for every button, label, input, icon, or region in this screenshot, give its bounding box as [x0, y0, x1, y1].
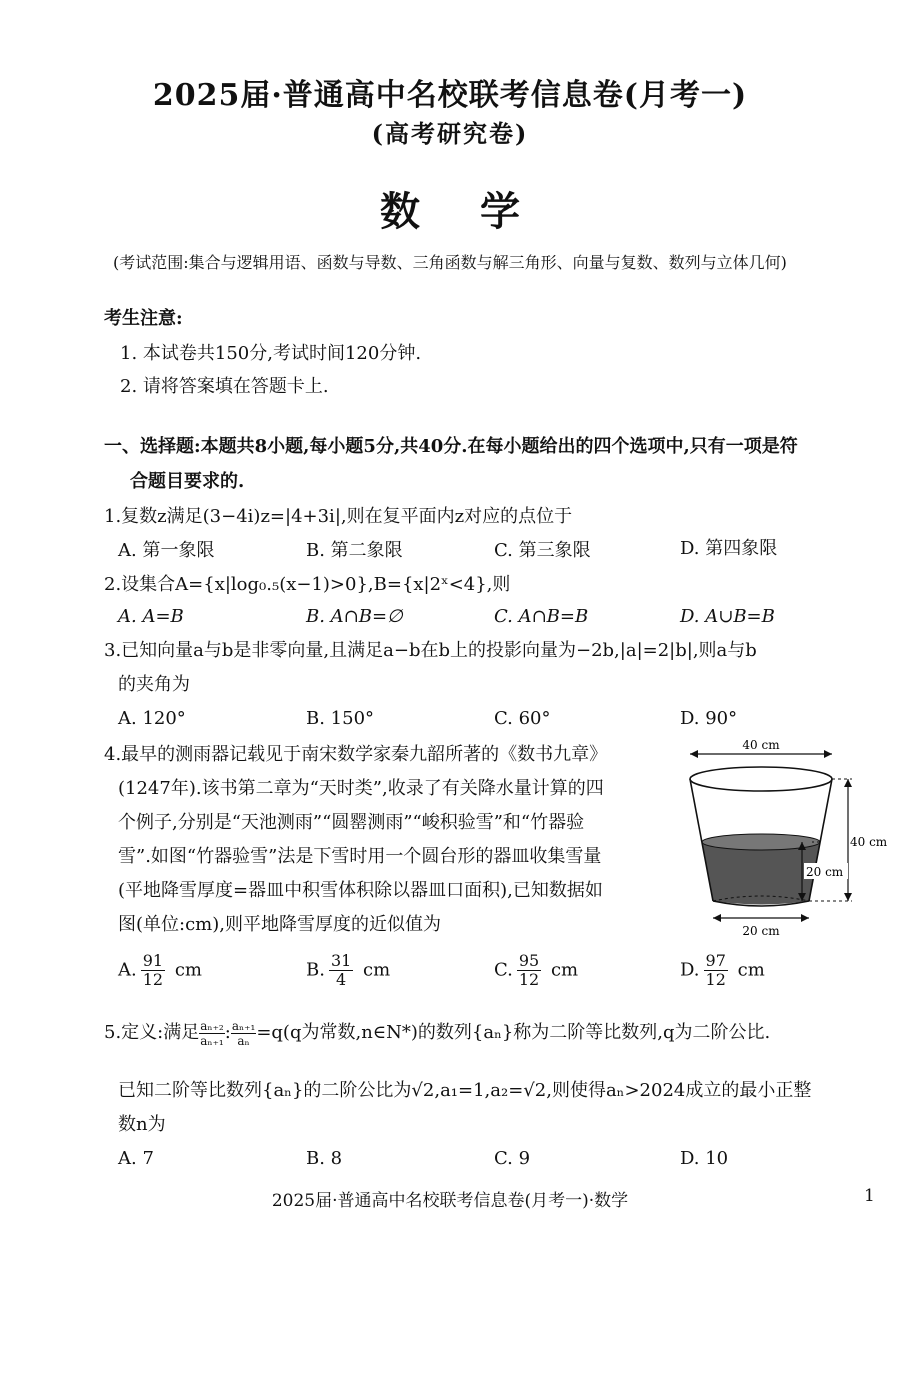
- q3-stem-line2: 的夹角为: [118, 674, 190, 695]
- q4-option-c: C. $\frac{95}{12}$ cm: [494, 951, 579, 989]
- q1-option-b: B. 第二象限: [306, 540, 403, 561]
- q4-stem-line1: 4.最早的测雨器记载见于南宋数学家秦九韶所著的《数书九章》: [104, 744, 608, 765]
- q4-option-b: B. $\frac{31}{4}$ cm: [306, 951, 391, 989]
- exam-scope: (考试范围:集合与逻辑用语、函数与导数、三角函数与解三角形、向量与复数、数列与立体几何): [113, 253, 787, 272]
- q5-option-c: C. 9: [494, 1148, 531, 1169]
- bottom-diameter-label: 20 cm: [742, 924, 780, 938]
- q5-stem-line3: 数n为: [118, 1114, 166, 1135]
- q1-option-a: A. 第一象限: [118, 540, 215, 561]
- q3-option-b: B. 150°: [306, 708, 375, 729]
- q2-option-c: C. A∩B=B: [494, 606, 589, 627]
- page-footer: 2025届·普通高中名校联考信息卷(月考一)·数学: [271, 1191, 629, 1211]
- q4-stem-line2: (1247年).该书第二章为“天时类”,收录了有关降水量计算的四: [118, 778, 604, 799]
- q4-stem-line6: 图(单位:cm),则平地降雪厚度的近似值为: [118, 914, 441, 935]
- q3-option-d: D. 90°: [680, 708, 738, 729]
- height-label: 40 cm: [850, 835, 888, 849]
- q3-option-a: A. 120°: [118, 708, 186, 729]
- q2-option-a: A. A=B: [118, 606, 184, 627]
- q5-option-a: A. 7: [118, 1148, 154, 1169]
- snow-depth-label: 20 cm: [806, 865, 844, 879]
- q4-option-a: A. $\frac{91}{12}$ cm: [118, 951, 202, 989]
- exam-subtitle: (高考研究卷): [371, 119, 529, 148]
- q1-stem: 1.复数z满足(3−4i)z=|4+3i|,则在复平面内z对应的点位于: [104, 506, 573, 527]
- exam-title: 2025届·普通高中名校联考信息卷(月考一): [152, 78, 748, 113]
- notice-heading: 考生注意:: [104, 308, 183, 329]
- q5-option-d: D. 10: [680, 1148, 729, 1169]
- q5-stem-line1: 5.定义:满足 $\frac{\text{aₙ₊₂}}{\text{aₙ₊₁}}$ : $\frac{\text{aₙ₊₁}}{\text{aₙ}}$ =q(q为常数,n∈N*)的数列{aₙ}称为二阶等比数列,q为二阶公比.: [104, 1018, 771, 1048]
- page-number: 1: [864, 1186, 875, 1206]
- notice-item-1: 1. 本试卷共150分,考试时间120分钟.: [120, 343, 422, 364]
- q2-option-d: D. A∪B=B: [680, 606, 775, 627]
- top-diameter-label: 40 cm: [742, 738, 780, 752]
- q2-stem: 2.设集合A={x|log₀.₅(x−1)>0},B={x|2ˣ<4},则: [104, 574, 511, 595]
- q3-option-c: C. 60°: [494, 708, 551, 729]
- q2-option-b: B. A∩B=∅: [306, 606, 403, 627]
- subject-title: 数学: [380, 188, 580, 235]
- q1-option-d: D. 第四象限: [680, 538, 778, 559]
- section-heading-line1: 一、选择题:本题共8小题,每小题5分,共40分.在每小题给出的四个选项中,只有一项是符: [104, 436, 798, 457]
- section-heading-line2: 合题目要求的.: [130, 471, 245, 492]
- q4-stem-line3: 个例子,分别是“天池测雨”“圆罂测雨”“峻积验雪”和“竹器验: [118, 812, 585, 833]
- q4-option-d: D. $\frac{97}{12}$ cm: [680, 951, 765, 989]
- q4-stem-line4: 雪”.如图“竹器验雪”法是下雪时用一个圆台形的器皿收集雪量: [118, 846, 602, 867]
- q5-option-b: B. 8: [306, 1148, 343, 1169]
- q5-stem-line2: 已知二阶等比数列{aₙ}的二阶公比为√2,a₁=1,a₂=√2,则使得aₙ>2024成立的最小正整: [118, 1080, 812, 1101]
- notice-item-2: 2. 请将答案填在答题卡上.: [120, 376, 329, 397]
- q1-option-c: C. 第三象限: [494, 540, 591, 561]
- frustum-bucket-figure: [680, 736, 895, 942]
- q3-stem-line1: 3.已知向量a与b是非零向量,且满足a−b在b上的投影向量为−2b,|a|=2|b|,则a与b: [104, 640, 757, 661]
- q4-stem-line5: (平地降雪厚度=器皿中积雪体积除以器皿口面积),已知数据如: [118, 880, 603, 901]
